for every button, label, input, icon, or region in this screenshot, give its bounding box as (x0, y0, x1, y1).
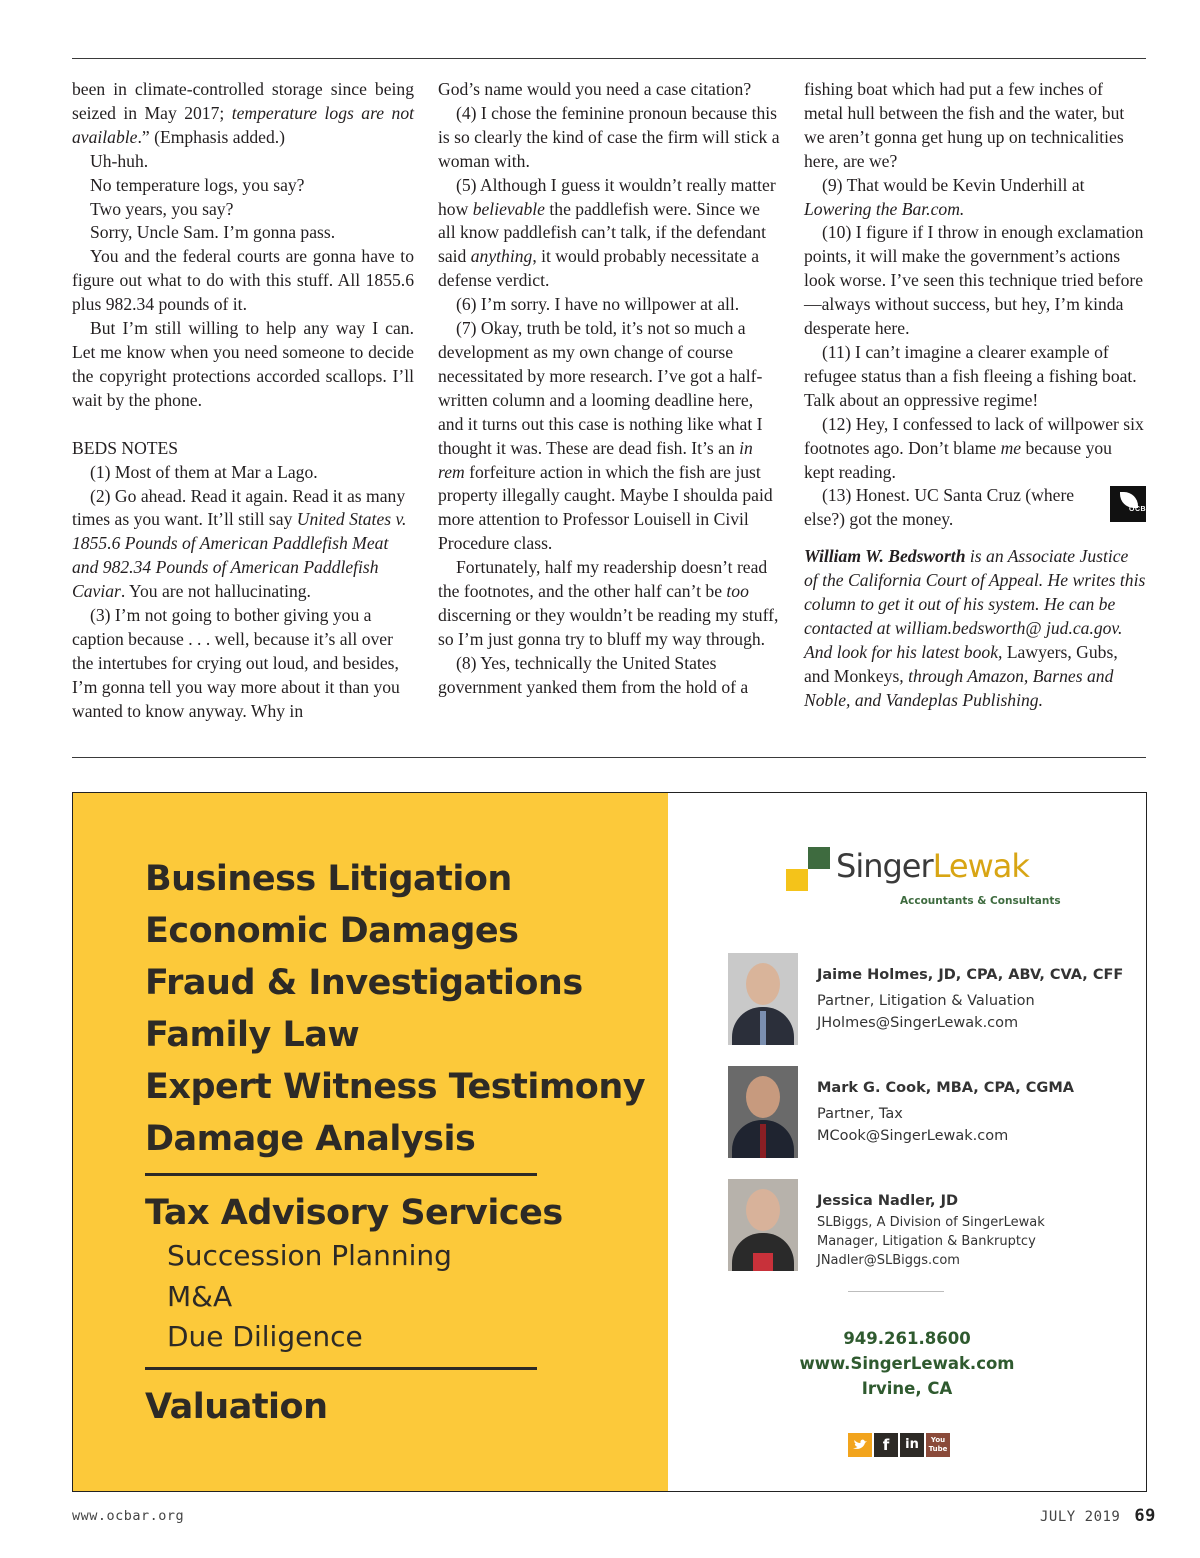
article-column-3 (804, 78, 1152, 713)
paragraph: God’s name would you need a case citation? (438, 79, 752, 99)
youtube-icon[interactable]: You Tube (926, 1433, 950, 1457)
service-item: Business Litigation (145, 859, 512, 899)
footnote: (3) I’m not going to bother giving you a caption because . . . well, because it’s all over the intertubes for crying out loud, and besides, I’m gonna tell you way more about it than you wanted to know anyway. Why in (72, 605, 400, 721)
ad-contact-panel (668, 793, 1146, 1491)
paragraph: Two years, you say? (90, 198, 234, 219)
service-item: Family Law (145, 1015, 360, 1055)
paragraph: been in climate-controlled storage since being seized in May 2017; temperature logs are not available.” (Emphasis added.) (72, 79, 414, 147)
footnote: (6) I’m sorry. I have no willpower at all. (456, 294, 740, 315)
logo-tagline: Accountants & Consultants (900, 895, 1061, 907)
tax-item: Due Diligence (167, 1320, 363, 1353)
singerlewak-advertisement[interactable] (72, 792, 1147, 1492)
twitter-icon[interactable] (848, 1433, 872, 1457)
paragraph: fishing boat which had put a few inches of metal hull between the fish and the water, but we aren’t gonna get hung up on technicalities here, are we? (804, 79, 1125, 171)
service-item: Economic Damages (145, 911, 519, 951)
issue-date: JULY 2019 (1040, 1509, 1121, 1525)
footnote: (2) Go ahead. Read it again. Read it as many times as you want. It’ll still say United States v. 1855.6 Pounds of American Paddlefish Meat and 982.34 Pounds of American Paddlefish Caviar. You are not hallucinating. (72, 485, 407, 602)
tax-item: M&A (167, 1280, 233, 1313)
person-division: SLBiggs, A Division of SingerLewak (817, 1215, 1045, 1230)
footnote: (11) I can’t imagine a clearer example of refugee status than a fish fleeing a fishing boat. Talk about an oppressive regime! (804, 341, 1137, 410)
footnote: (1) Most of them at Mar a Lago. (90, 461, 318, 482)
person-email[interactable]: MCook@SingerLewak.com (817, 1128, 1009, 1144)
service-item: Fraud & Investigations (145, 963, 583, 1003)
ad-divider (145, 1173, 537, 1176)
paragraph: Sorry, Uncle Sam. I’m gonna pass. (90, 222, 336, 243)
paragraph: No temperature logs, you say? (90, 174, 305, 195)
footnote: (4) I chose the feminine pronoun because this is so clearly the kind of case the firm will stick a woman with. (438, 102, 780, 171)
tax-heading: Tax Advisory Services (145, 1193, 563, 1233)
footer-issue-page (1040, 1506, 1156, 1526)
ad-divider (145, 1367, 537, 1370)
notes-heading: BEDS NOTES (72, 437, 179, 458)
person-title: Partner, Litigation & Valuation (817, 993, 1035, 1009)
paragraph: Fortunately, half my readership doesn’t read the footnotes, and the other half can’t be too discerning or they wouldn’t be reading my stuff, so I’m just gonna try to bluff my way through. (438, 557, 779, 649)
person-email[interactable]: JHolmes@SingerLewak.com (817, 1015, 1019, 1031)
footnote: (12) Hey, I confessed to lack of willpower six footnotes ago. Don’t blame me because you kept reading. (804, 413, 1144, 482)
author-bio: William W. Bedsworth is an Associate Justice of the California Court of Appeal. He writes this column to get it out of his system. He can be contacted at william.bedsworth@ jud.ca.gov. And look for his latest book, Lawyers, Gubs, and Monkeys, through Amazon, Barnes and Noble, and Vandeplas Publishing. (804, 546, 1146, 710)
logo-square-icon (808, 847, 830, 869)
footer-url[interactable]: www.ocbar.org (72, 1508, 185, 1524)
ad-services-panel (73, 793, 668, 1491)
end-mark: OCBA (1110, 486, 1146, 522)
logo-wordmark: SingerLewak (836, 847, 1029, 885)
footnote: (9) That would be Kevin Underhill at Lowering the Bar.com. (804, 174, 1085, 219)
page-number: 69 (1134, 1506, 1156, 1526)
location: Irvine, CA (861, 1379, 953, 1398)
section-rule (72, 757, 1146, 758)
tax-item: Succession Planning (167, 1239, 452, 1272)
paragraph: You and the federal courts are gonna have to figure out what to do with this stuff. All 1855.6 plus 982.34 pounds of it. (72, 246, 414, 315)
person-title: Manager, Litigation & Bankruptcy (817, 1234, 1036, 1249)
footnote: (8) Yes, technically the United States government yanked them from the hold of a (438, 652, 749, 697)
headshot-photo (728, 1066, 798, 1158)
person-name: Jaime Holmes, JD, CPA, ABV, CVA, CFF (817, 967, 1124, 983)
contact-divider (848, 1291, 944, 1292)
headshot-photo (728, 1179, 798, 1271)
paragraph: But I’m still willing to help any way I can. Let me know when you need someone to decide the copyright protections accorded scallops. I’ll wait by the phone. (72, 318, 414, 410)
logo-square-icon (786, 869, 808, 891)
headshot-photo (728, 953, 798, 1045)
facebook-icon[interactable]: f (874, 1433, 898, 1457)
article-column-2 (438, 78, 780, 700)
person-name: Jessica Nadler, JD (817, 1193, 958, 1209)
valuation-heading: Valuation (145, 1387, 328, 1427)
top-rule (72, 58, 1146, 59)
person-email[interactable]: JNadler@SLBiggs.com (817, 1253, 960, 1268)
footnote: (10) I figure if I throw in enough exclamation points, it will make the government’s actions look worse. I’ve seen this technique tried before—always without success, but hey, I’m kinda desperate here. (804, 222, 1144, 339)
phone-number[interactable]: 949.261.8600 (843, 1329, 971, 1348)
person-name: Mark G. Cook, MBA, CPA, CGMA (817, 1080, 1074, 1096)
linkedin-icon[interactable]: in (900, 1433, 924, 1457)
service-item: Expert Witness Testimony (145, 1067, 646, 1107)
person-title: Partner, Tax (817, 1106, 903, 1122)
footnote: OCBA (13) Honest. UC Santa Cruz (where else?) got the money. (804, 485, 1152, 530)
website-link[interactable]: www.SingerLewak.com (799, 1354, 1015, 1373)
footnote: (5) Although I guess it wouldn’t really matter how believable the paddlefish were. Since we all know paddlefish can’t talk, if the defendant said anything, it would probably necessitate a defense verdict. (438, 174, 776, 291)
footnote: (7) Okay, truth be told, it’s not so much a development as my own change of course necessitated by more research. I’ve got a half-written column and a looming deadline here, and it turns out this case is nothing like what I thought it was. These are dead fish. It’s an in rem forfeiture action in which the fish are just property illegally caught. Maybe I shoulda paid more attention to Professor Louisell in Civil Procedure class. (438, 318, 773, 554)
singerlewak-logo[interactable] (786, 841, 1061, 911)
paragraph: Uh-huh. (90, 150, 149, 171)
article-column-1 (72, 78, 414, 724)
service-item: Damage Analysis (145, 1119, 476, 1159)
